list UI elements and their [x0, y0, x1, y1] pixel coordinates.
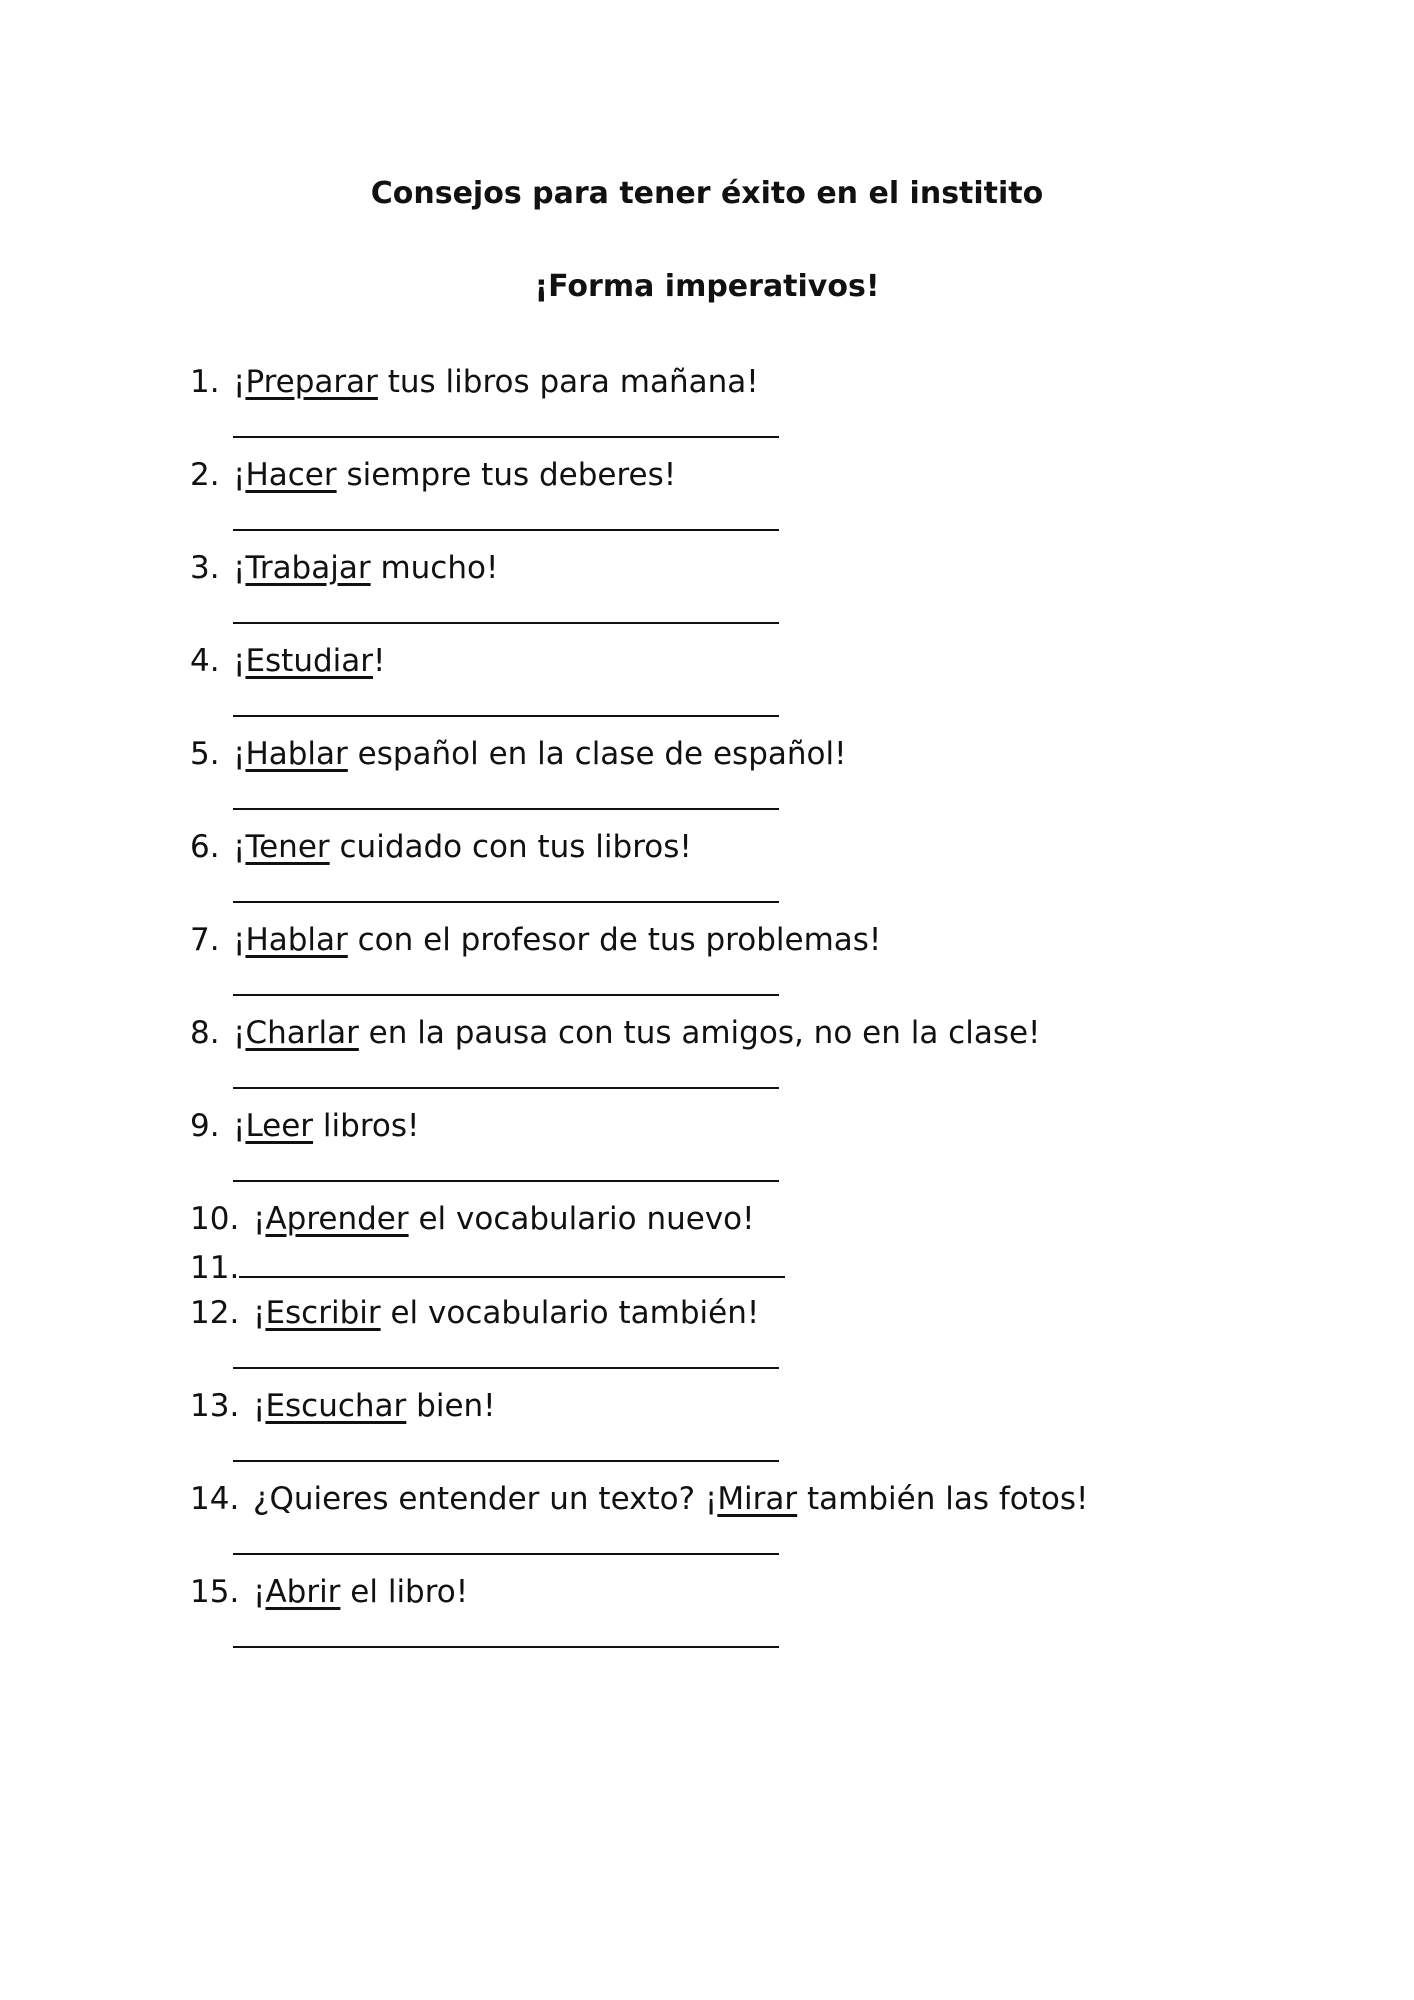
exercise-item-7 [190, 920, 1340, 1013]
exercise-number: 8. [190, 1015, 220, 1051]
answer-line[interactable] [233, 1646, 779, 1648]
exercise-item-1 [190, 362, 1340, 455]
exercise-number: 14. [190, 1481, 240, 1517]
answer-line[interactable] [233, 808, 779, 810]
exercise-item-8 [190, 1013, 1340, 1106]
answer-line[interactable] [233, 436, 779, 438]
exercise-prefix: ¡ [233, 829, 246, 865]
exercise-prefix: ¡ [233, 457, 246, 493]
exercise-suffix: también las fotos! [797, 1481, 1089, 1517]
exercise-verb: Hablar [245, 922, 348, 958]
exercise-item-9 [190, 1106, 1340, 1199]
exercise-suffix: bien! [406, 1388, 496, 1424]
exercise-number: 13. [190, 1388, 240, 1424]
exercise-list [190, 362, 1340, 1665]
exercise-verb: Escuchar [265, 1388, 407, 1424]
exercise-verb: Hacer [245, 457, 337, 493]
exercise-prefix: ¡ [233, 922, 246, 958]
exercise-suffix: cuidado con tus libros! [329, 829, 692, 865]
exercise-prefix: ¡ [233, 643, 246, 679]
answer-line[interactable] [233, 1367, 779, 1369]
exercise-number: 9. [190, 1108, 220, 1144]
exercise-suffix: tus libros para mañana! [377, 364, 759, 400]
exercise-suffix: ! [373, 643, 386, 679]
exercise-item-10 [190, 1199, 1340, 1246]
exercise-prefix: ¡ [253, 1388, 266, 1424]
answer-line[interactable] [239, 1246, 785, 1278]
exercise-item-14 [190, 1479, 1340, 1572]
page-subtitle: ¡Forma imperativos! [534, 269, 880, 304]
answer-line[interactable] [233, 715, 779, 717]
exercise-number: 10. [190, 1201, 240, 1237]
exercise-number: 15. [190, 1574, 240, 1610]
exercise-suffix: el libro! [340, 1574, 469, 1610]
exercise-verb: Estudiar [245, 643, 374, 679]
answer-line[interactable] [233, 1460, 779, 1462]
exercise-item-15 [190, 1572, 1340, 1665]
exercise-verb: Leer [245, 1108, 314, 1144]
exercise-number: 6. [190, 829, 220, 865]
exercise-prefix: ¡ [233, 736, 246, 772]
exercise-verb: Aprender [265, 1201, 409, 1237]
exercise-item-2 [190, 455, 1340, 548]
answer-line[interactable] [233, 1180, 779, 1182]
exercise-suffix: mucho! [370, 550, 499, 586]
exercise-suffix: español en la clase de español! [347, 736, 847, 772]
answer-line[interactable] [233, 622, 779, 624]
exercise-suffix: libros! [313, 1108, 420, 1144]
exercise-prefix: ¿Quieres entender un texto? ¡ [253, 1481, 718, 1517]
page-title: Consejos para tener éxito en el institito [370, 176, 1044, 211]
exercise-number: 3. [190, 550, 220, 586]
exercise-item-12 [190, 1293, 1340, 1386]
answer-line[interactable] [233, 994, 779, 996]
exercise-number: 7. [190, 922, 220, 958]
exercise-item-11 [190, 1246, 1340, 1293]
exercise-prefix: ¡ [253, 1295, 266, 1331]
exercise-prefix: ¡ [233, 550, 246, 586]
exercise-number: 2. [190, 457, 220, 493]
exercise-verb: Tener [245, 829, 330, 865]
exercise-verb: Escribir [265, 1295, 381, 1331]
exercise-suffix: con el profesor de tus problemas! [347, 922, 882, 958]
answer-line[interactable] [233, 529, 779, 531]
exercise-number: 11. [190, 1250, 240, 1286]
exercise-item-3 [190, 548, 1340, 641]
answer-line[interactable] [233, 1087, 779, 1089]
exercise-verb: Charlar [245, 1015, 359, 1051]
exercise-item-5 [190, 734, 1340, 827]
exercise-verb: Preparar [245, 364, 378, 400]
answer-line[interactable] [233, 901, 779, 903]
exercise-number: 4. [190, 643, 220, 679]
exercise-item-13 [190, 1386, 1340, 1479]
exercise-number: 1. [190, 364, 220, 400]
exercise-item-6 [190, 827, 1340, 920]
exercise-prefix: ¡ [233, 364, 246, 400]
exercise-prefix: ¡ [253, 1574, 266, 1610]
exercise-number: 5. [190, 736, 220, 772]
exercise-suffix: el vocabulario nuevo! [408, 1201, 755, 1237]
exercise-verb: Trabajar [245, 550, 371, 586]
exercise-verb: Hablar [245, 736, 348, 772]
exercise-prefix: ¡ [253, 1201, 266, 1237]
exercise-verb: Abrir [265, 1574, 341, 1610]
exercise-suffix: siempre tus deberes! [336, 457, 677, 493]
exercise-prefix: ¡ [233, 1015, 246, 1051]
exercise-verb: Mirar [717, 1481, 798, 1517]
answer-line[interactable] [233, 1553, 779, 1555]
exercise-number: 12. [190, 1295, 240, 1331]
exercise-prefix: ¡ [233, 1108, 246, 1144]
exercise-item-4 [190, 641, 1340, 734]
exercise-suffix: en la pausa con tus amigos, no en la clase! [358, 1015, 1041, 1051]
exercise-suffix: el vocabulario también! [380, 1295, 760, 1331]
